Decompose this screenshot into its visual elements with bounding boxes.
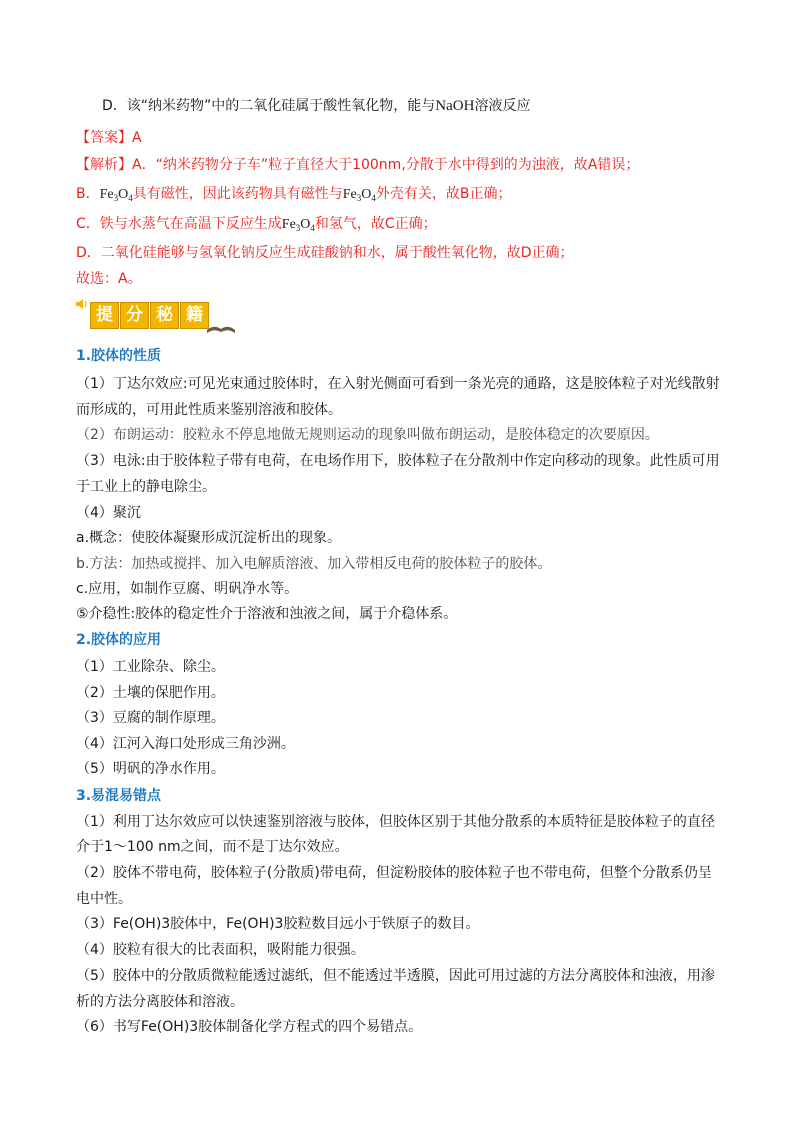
section-line: （4）聚沉 [76, 505, 141, 521]
book-icon [206, 320, 236, 336]
section-line: （1）工业除杂、除尘。 [76, 659, 225, 675]
line-b-prefix: B． [76, 186, 100, 202]
section-heading: 3.易混易错点 [76, 788, 162, 804]
banner-char: 秘 [150, 302, 179, 329]
section-heading: 2.胶体的应用 [76, 632, 162, 648]
analysis-line-b [76, 184, 511, 205]
section-heading: 1.胶体的性质 [76, 348, 162, 364]
section-line: 而形成的，可用此性质来鉴别溶液和胶体。 [76, 402, 342, 418]
answer-value: A [132, 130, 142, 146]
option-d-text: D．该“纳米药物”中的二氧化硅属于酸性氧化物，能与 [102, 98, 436, 114]
option-d-line [102, 96, 530, 116]
naoh-formula: NaOH [435, 98, 475, 114]
section-line: （6）书写Fe(OH)3胶体制备化学方程式的四个易错点。 [76, 1019, 423, 1035]
section-line: ⑤介稳性:胶体的稳定性介于溶液和浊液之间，属于介稳体系。 [76, 606, 458, 622]
fe3o4-formula: $Fe_3O_4$ [281, 217, 315, 233]
section-line: （5）明矾的净水作用。 [76, 761, 225, 777]
section-line: c.应用，如制作豆腐、明矾净水等。 [76, 581, 299, 597]
section-line: b.方法：加热或搅拌、加入电解质溶液、加入带相反电荷的胶体粒子的胶体。 [76, 556, 552, 572]
tips-banner [74, 296, 234, 336]
section-line: （2）土壤的保肥作用。 [76, 685, 225, 701]
banner-char: 提 [90, 302, 119, 329]
answer-label: 【答案】 [76, 130, 132, 146]
section-line: （4）胶粒有很大的比表面积，吸附能力很强。 [76, 942, 365, 958]
speaker-icon [74, 296, 90, 312]
section-line: （3）Fe(OH)3胶体中，Fe(OH)3胶粒数目远小于铁原子的数目。 [76, 916, 480, 932]
section-line: 介于1～100 nm之间，而不是丁达尔效应。 [76, 839, 349, 855]
fe3o4-formula: $Fe_3O_4$ [99, 187, 133, 203]
banner-char: 分 [120, 302, 149, 329]
section-line: （1）丁达尔效应:可见光束通过胶体时，在入射光侧面可看到一条光亮的通路，这是胶体粒子对光线散射 [76, 376, 720, 392]
analysis-line-a: 【解析】A．“纳米药物分子车”粒子直径大于100nm,分散于水中得到的为浊液，故A错误； [76, 157, 640, 173]
banner-char: 籍 [180, 302, 209, 329]
line-b-suffix: 外壳有关，故B正确； [375, 186, 512, 202]
line-b-mid: 具有磁性，因此该药物具有磁性与 [132, 186, 343, 202]
section-line: 析的方法分离胶体和溶液。 [76, 994, 244, 1010]
section-line: a.概念：使胶体凝聚形成沉淀析出的现象。 [76, 530, 342, 546]
section-line: （3）电泳:由于胶体粒子带有电荷，在电场作用下，胶体粒子在分散剂中作定向移动的现象。此性质可用 [76, 453, 720, 469]
section-line: （3）豆腐的制作原理。 [76, 710, 225, 726]
analysis-conclusion: 故选：A。 [76, 271, 142, 287]
section-line: （2）胶体不带电荷，胶体粒子(分散质)带电荷，但淀粉胶体的胶体粒子也不带电荷，但整个分散系仍呈 [76, 865, 712, 881]
section-line: 电中性。 [76, 891, 132, 907]
option-d-suffix: 溶液反应 [474, 98, 531, 114]
line-c-suffix: 和氢气，故C正确； [314, 216, 437, 232]
fe3o4-formula: $Fe_3O_4$ [342, 187, 376, 203]
section-line: （2）布朗运动：胶粒永不停息地做无规则运动的现象叫做布朗运动，是胶体稳定的次要原因。 [76, 427, 659, 443]
answer-line [76, 128, 142, 148]
section-line: 于工业上的静电除尘。 [76, 479, 216, 495]
section-line: （5）胶体中的分散质微粒能透过滤纸，但不能透过半透膜，因此可用过滤的方法分离胶体和浊液，用渗 [76, 968, 715, 984]
line-c-prefix: C．铁与水蒸气在高温下反应生成 [76, 216, 282, 232]
analysis-line-d: D．二氧化硅能够与氢氧化钠反应生成硅酸钠和水，属于酸性氧化物，故D正确； [76, 245, 574, 261]
analysis-line-c [76, 214, 437, 235]
section-line: （4）江河入海口处形成三角沙洲。 [76, 736, 295, 752]
section-line: （1）利用丁达尔效应可以快速鉴别溶液与胶体，但胶体区别于其他分散系的本质特征是胶体粒子的直径 [76, 814, 715, 830]
